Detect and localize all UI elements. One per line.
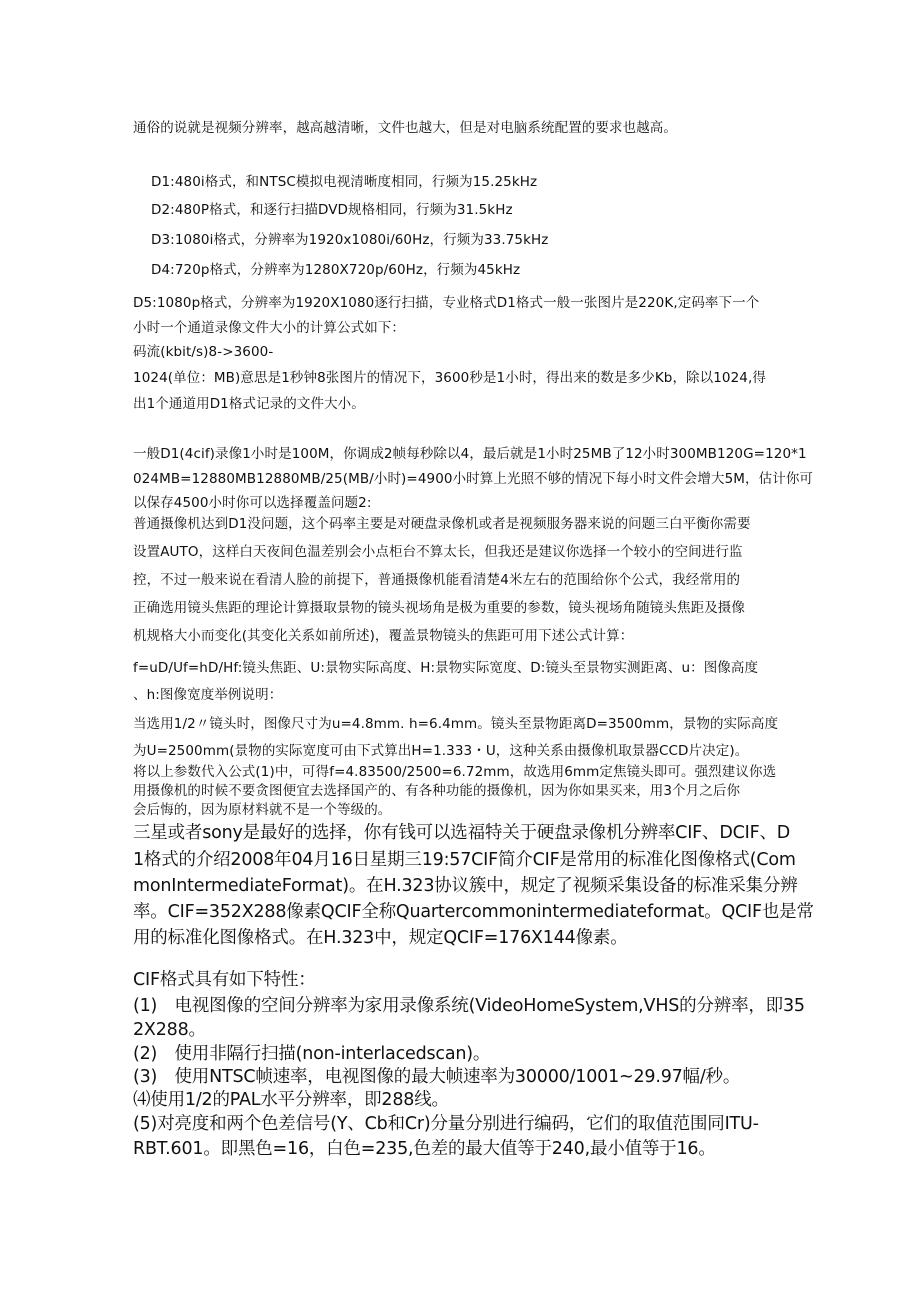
- formula-line: 、h:图像宽度举例说明：: [133, 687, 283, 703]
- cif-line: 三星或者sony是最好的选择，你有钱可以选福特关于硬盘录像机分辨率CIF、DCIF、D: [133, 823, 791, 843]
- cif-line: 率。CIF=352X288像素QCIF全称Quartercommonintermediateformat。QCIF也是常: [133, 902, 814, 922]
- format-line-d3: D3:1080i格式，分辨率为1920x1080i/60Hz，行频为33.75kHz: [151, 232, 549, 248]
- intro-line: 通俗的说就是视频分辨率，越高越清晰，文件也越大，但是对电脑系统配置的要求也越高。: [133, 120, 677, 136]
- cif-line: 用的标准化图像格式。在H.323中，规定QCIF=176X144像素。: [133, 928, 628, 948]
- example-line: 将以上参数代入公式(1)中，可得f=4.83500/2500=6.72mm，故选用6mm定焦镜头即可。强烈建议你选: [133, 764, 777, 780]
- d1-line: 024MB=12880MB12880MB/25(MB/小时)=4900小时算上光照不够的情况下每小时文件会增大5M，估计你可: [133, 471, 814, 487]
- format-line-d1: D1:480i格式，和NTSC模拟电视清晰度相同，行频为15.25kHz: [151, 174, 538, 190]
- d1-line: 设置AUTO，这样白天夜间色温差别会小点柜台不算太长，但我还是建议你选择一个较小的空间进行监: [133, 544, 743, 560]
- d5-line: D5:1080p格式，分辨率为1920X1080逐行扫描，专业格式D1格式一般一张图片是220K,定码率下一个: [133, 295, 760, 311]
- example-line: 会后悔的，因为原材料就不是一个等级的。: [133, 802, 392, 818]
- features-heading: CIF格式具有如下特性：: [133, 970, 316, 990]
- feature-line: (3) 使用NTSC帧速率，电视图像的最大帧速率为30000/1001~29.97幅/秒。: [133, 1067, 741, 1087]
- feature-line: (2) 使用非隔行扫描(non-interlacedscan)。: [133, 1044, 491, 1064]
- cif-line: monIntermediateFormat)。在H.323协议簇中，规定了视频采集设备的标准采集分辨: [133, 876, 798, 896]
- d5-line: 码流(kbit/s)8->3600-: [133, 344, 274, 360]
- feature-line: ⑷使用1/2的PAL水平分辨率，即288线。: [133, 1090, 449, 1110]
- feature-line: 2X288。: [133, 1020, 206, 1040]
- feature-line: (5)对亮度和两个色差信号(Y、Cb和Cr)分量分别进行编码，它们的取值范围同ITU-: [133, 1114, 759, 1134]
- d1-line: 机规格大小而变化(其变化关系如前所述)，覆盖景物镜头的焦距可用下述公式计算：: [133, 628, 634, 644]
- d1-line: 以保存4500小时你可以选择覆盖问题2:: [133, 495, 372, 511]
- feature-line: RBT.601。即黑色=16，白色=235,色差的最大值等于240,最小值等于16。: [133, 1139, 716, 1159]
- d1-line: 正确选用镜头焦距的理论计算摄取景物的镜头视场角是极为重要的参数，镜头视场角随镜头焦距及摄像: [133, 600, 745, 616]
- formula-line: f=uD/Uf=hD/Hf:镜头焦距、U:景物实际高度、H:景物实际宽度、D:镜头至景物实测距离、u：图像高度: [133, 660, 759, 676]
- example-line: 当选用1/2〃镜头时，图像尺寸为u=4.8mm. h=6.4mm。镜头至景物距离D=3500mm，景物的实际高度: [133, 716, 779, 732]
- d1-line: 普通摄像机达到D1没问题，这个码率主要是对硬盘录像机或者是视频服务器来说的问题三白平衡你需要: [133, 516, 751, 532]
- example-line: 用摄像机的时候不要贪图便宜去选择国产的、有各种功能的摄像机，因为你如果买来，用3个月之后你: [133, 783, 741, 799]
- feature-line: (1) 电视图像的空间分辨率为家用录像系统(VideoHomeSystem,VHS的分辨率，即35: [133, 996, 805, 1016]
- cif-line: 1格式的介绍2008年04月16日星期三19:57CIF简介CIF是常用的标准化图像格式(Com: [133, 850, 796, 870]
- d5-line: 小时一个通道录像文件大小的计算公式如下：: [133, 320, 405, 336]
- format-line-d2: D2:480P格式，和逐行扫描DVD规格相同，行频为31.5kHz: [151, 202, 513, 218]
- d5-line: 1024(单位：MB)意思是1秒钟8张图片的情况下，3600秒是1小时，得出来的数是多少Kb，除以1024,得: [133, 370, 766, 386]
- format-line-d4: D4:720p格式，分辨率为1280X720p/60Hz，行频为45kHz: [151, 262, 521, 278]
- d1-line: 一般D1(4cif)录像1小时是100M，你调成2帧每秒除以4，最后就是1小时25MB了12小时300MB120G=120*1: [133, 446, 807, 462]
- d5-line: 出1个通道用D1格式记录的文件大小。: [133, 396, 365, 412]
- d1-line: 控，不过一般来说在看清人脸的前提下，普通摄像机能看清楚4米左右的范围给你个公式，我经常用的: [133, 572, 741, 588]
- example-line: 为U=2500mm(景物的实际宽度可由下式算出H=1.333・U，这种关系由摄像机取景器CCD片决定)。: [133, 743, 749, 759]
